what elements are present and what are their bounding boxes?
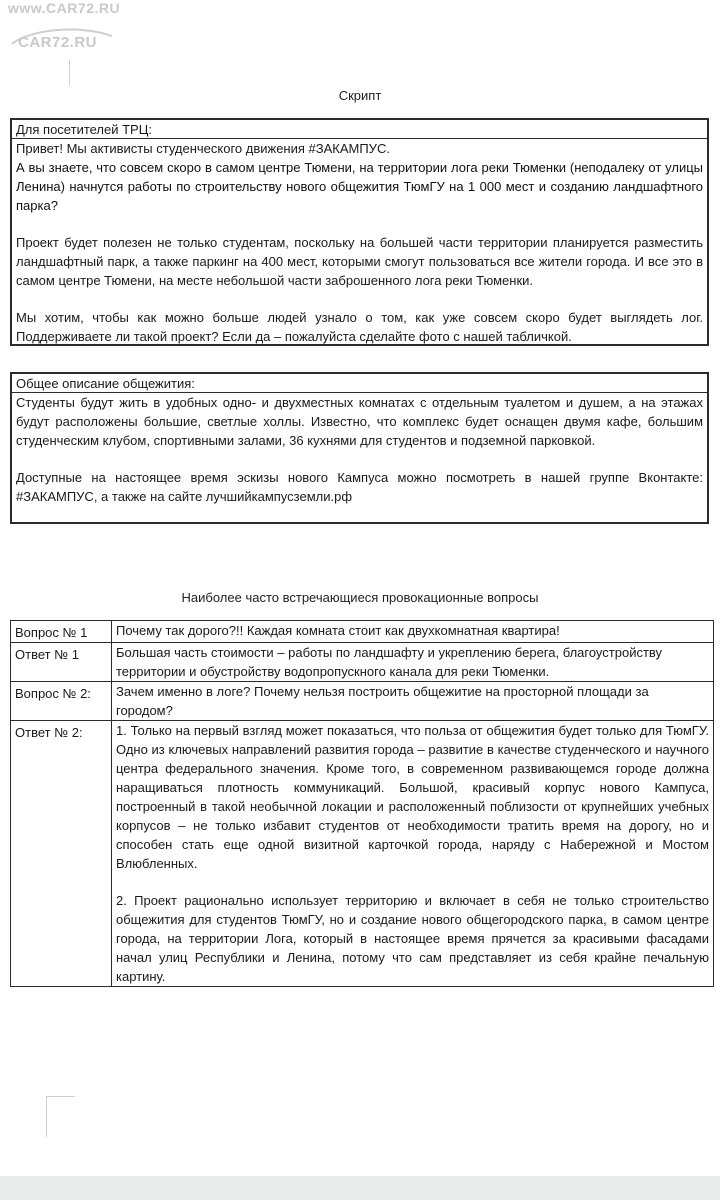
page-corner-mark: [69, 60, 70, 85]
bottom-bar: [0, 1176, 720, 1200]
page-title: Скрипт: [338, 88, 382, 103]
table-row: [11, 643, 714, 682]
visitors-section: [10, 118, 709, 346]
watermark: [6, 0, 206, 60]
visitors-header: Для посетителей ТРЦ:: [12, 120, 707, 139]
watermark-logo-text: CAR72.RU: [18, 34, 98, 51]
answer-2-label: Ответ № 2:: [11, 721, 112, 987]
dorm-description: Студенты будут жить в удобных одно- и двухместных комнатах с отдельным туалетом и душем, а на этажах будут расположены большие, светлые холлы. Известно, что комплекс будет оснащен двумя кафе, большим студенческим клубом, спортивными залами, 36 кухнями для студентов и подземной парковкой.: [16, 395, 703, 448]
answer-2-text: [112, 721, 714, 987]
watermark-url: www.CAR72.RU: [8, 0, 121, 16]
dorm-sketches-text: Доступные на настоящее время эскизы нового Кампуса можно посмотреть в нашей группе Вконтакте: #ЗАКАМПУС, а также на сайте лучшийкампусземли.рф: [16, 470, 703, 504]
question-2-label: Вопрос № 2:: [11, 682, 112, 721]
answer-2-paragraph-1: 1. Только на первый взгляд может показаться, что польза от общежития будет только для ТюмГУ. Одно из ключевых направлений развития города – развитие в качестве студенческого и научного центра федерального значения. Кроме того, в современном развивающемся городе должна наращиваться плотность коммуникаций. Большой, красивый корпус нового Кампуса, построенный в такой необычной локации и расположенный поблизости от крупнейших учебных корпусов – не только избавит студентов от необходимости тратить время на дорогу, но и способен стать еще одной визитной карточкой города, наряду с Набережной и Мостом Влюбленных.: [116, 723, 709, 871]
answer-1-text: Большая часть стоимости – работы по ландшафту и укреплению берега, благоустройству территории и обустройству водопропускного канала для реки Тюменки.: [112, 643, 714, 682]
question-1-text: Почему так дорого?!! Каждая комната стоит как двухкомнатная квартира!: [112, 621, 714, 643]
table-row: [11, 721, 714, 987]
question-1-label: Вопрос № 1: [11, 621, 112, 643]
question-2-text: Зачем именно в логе? Почему нельзя построить общежитие на просторной площади за городом?: [112, 682, 714, 721]
answer-2-paragraph-2: 2. Проект рационально использует территорию и включает в себя не только строительство общежития для студентов ТюмГУ, но и создание нового общегородского парка, в самом центре города, на территории Лога, который в настоящее время прячется за красивыми фасадами начал улиц Республики и Ленина, потому что сам представляет из себя крайне печальную картину.: [116, 893, 709, 984]
dorm-header: Общее описание общежития:: [12, 374, 707, 393]
answer-1-label: Ответ № 1: [11, 643, 112, 682]
visitors-call-to-action: Мы хотим, чтобы как можно больше людей узнало о том, как уже совсем скоро будет выглядеть лог. Поддерживаете ли такой проект? Если да – пожалуйста сделайте фото с нашей табличкой.: [16, 310, 703, 344]
faq-title: Наиболее часто встречающиеся провокационные вопросы: [181, 590, 539, 605]
visitors-project-text: Проект будет полезен не только студентам, поскольку на большей части территории планируется разместить ландшафтный парк, а также паркинг на 400 мест, которыми смогут пользоваться все жители города. И все это в самом центре Тюмени, на месте небольшой части заброшенного лога реки Тюменки.: [16, 235, 703, 288]
visitors-question: А вы знаете, что совсем скоро в самом центре Тюмени, на территории лога реки Тюменки (неподалеку от улицы Ленина) начнутся работы по строительству нового общежития ТюмГУ на 1 000 мест и созданию ландшафтного парка?: [16, 160, 703, 213]
table-row: [11, 682, 714, 721]
dorm-section: [10, 372, 709, 524]
page-corner-mark: [46, 1096, 75, 1137]
visitors-greeting: Привет! Мы активисты студенческого движения #ЗАКАМПУС.: [16, 141, 390, 156]
faq-table: [10, 620, 714, 987]
table-row: [11, 621, 714, 643]
